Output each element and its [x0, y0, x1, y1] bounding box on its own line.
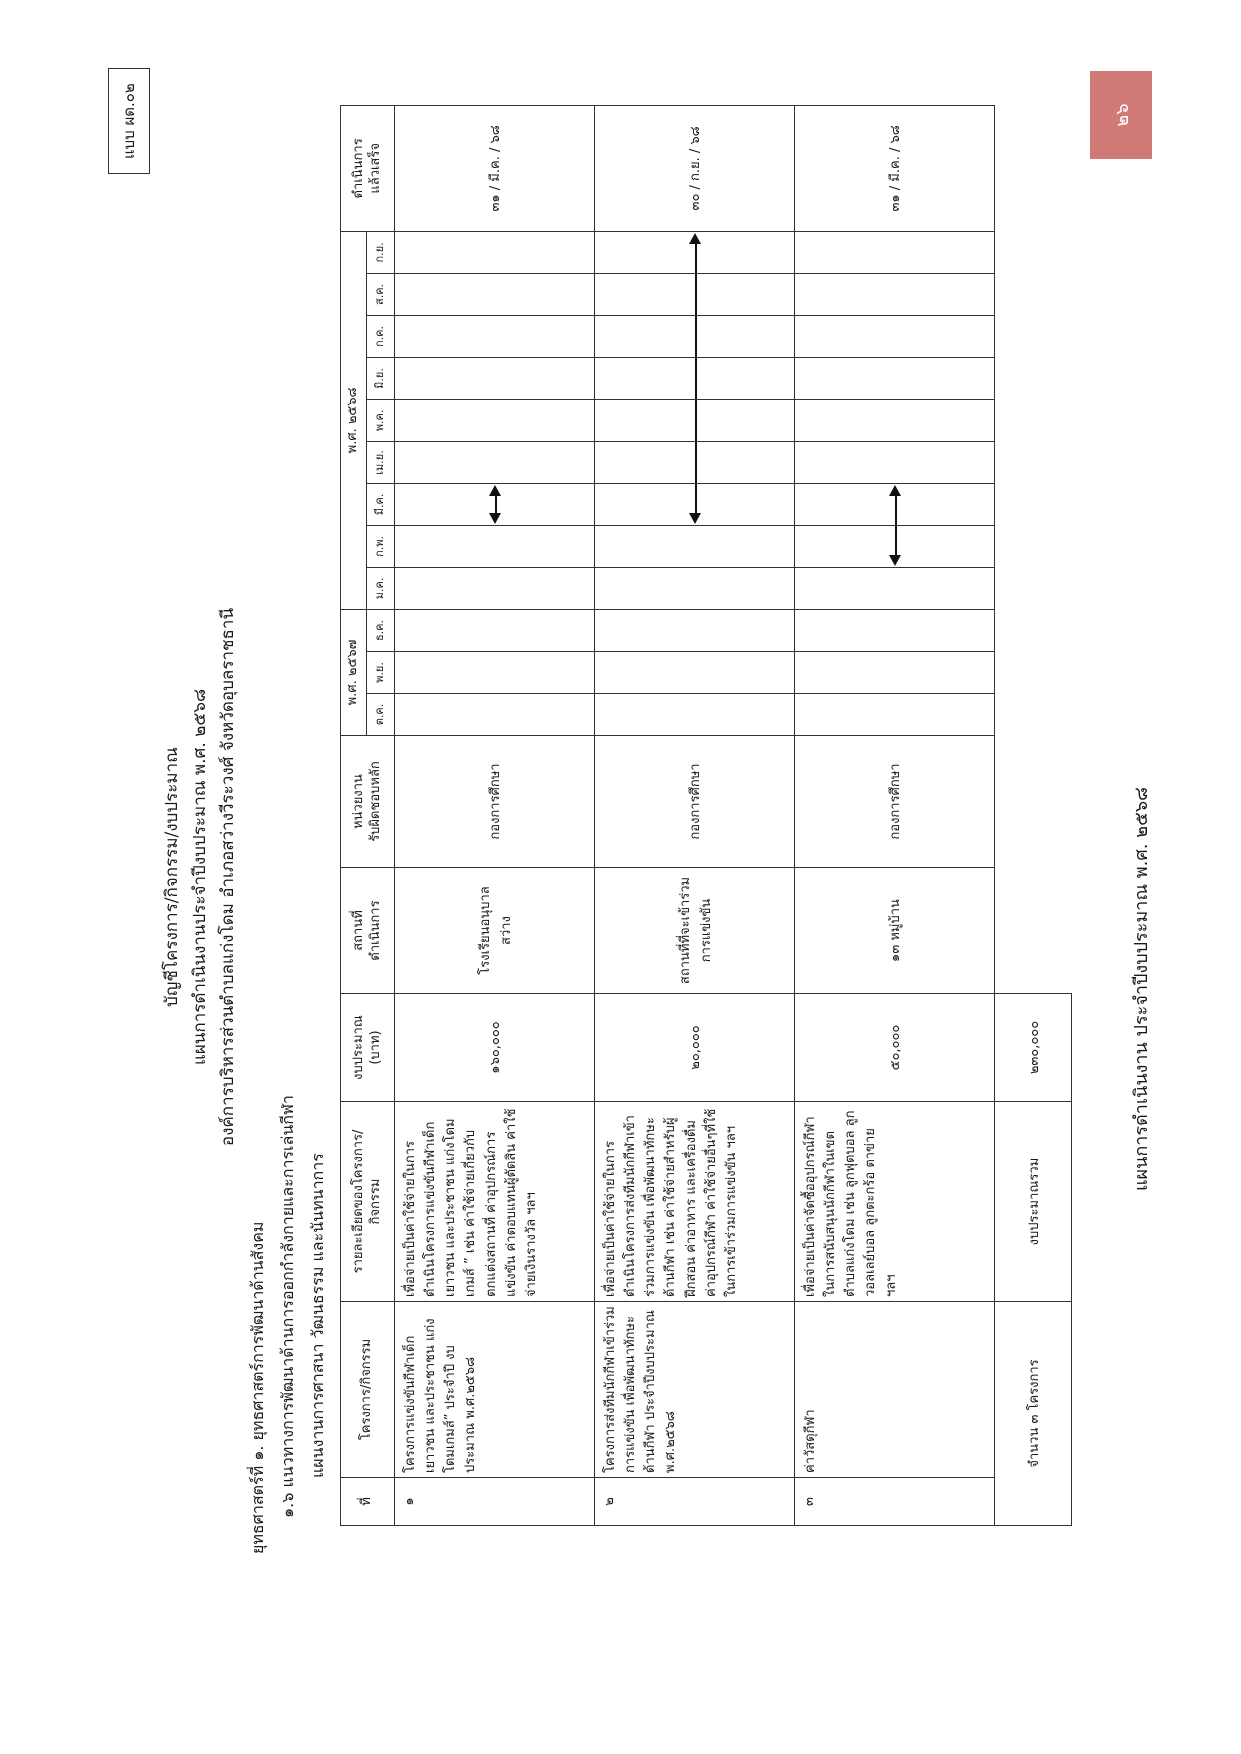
header-no: ที่	[341, 1478, 395, 1526]
month-cell	[595, 483, 795, 525]
budget-cell: ๑๖๐,๐๐๐	[395, 994, 595, 1102]
schedule-bar	[895, 492, 897, 525]
project-detail: เพื่อจ่ายเป็นค่าจัดซื้ออุปกรณ์กีฬาในการสนับสนุนนักกีฬาในเขตตำบลแก่งโดม เช่น ลูกฟุตบอล ลูกวอลเลย์บอล ลูกตะกร้อ ตาข่าย ฯลฯ	[795, 1102, 995, 1302]
schedule-bar	[695, 316, 697, 357]
month-cell	[395, 609, 595, 651]
project-name: โครงการแข่งขันกีฬาเด็ก เยาวชน และประชาชน แก่งโดมเกมส์” ประจำปี งบประมาณ พ.ศ.๒๕๖๘	[395, 1302, 595, 1478]
place-cell: ๑๓ หมู่บ้าน	[795, 868, 995, 994]
month-cell	[595, 652, 795, 694]
agency-cell: กองการศึกษา	[595, 736, 795, 868]
month-cell	[395, 525, 595, 567]
budget-cell: ๒๐,๐๐๐	[595, 994, 795, 1102]
header-budget: งบประมาณ (บาท)	[341, 994, 395, 1102]
schedule-bar	[695, 274, 697, 315]
month-cell	[395, 273, 595, 315]
month-header: มี.ค.	[367, 483, 395, 525]
table-row	[595, 105, 795, 1525]
month-cell	[395, 567, 595, 609]
month-cell	[595, 694, 795, 736]
total-budget: ๒๓๐,๐๐๐	[995, 994, 1072, 1102]
month-cell	[795, 441, 995, 483]
header-detail: รายละเอียดของโครงการ/ กิจกรรม	[341, 1102, 395, 1302]
month-header: ก.พ.	[367, 525, 395, 567]
total-row	[995, 105, 1072, 1525]
header-organization: องค์การบริหารส่วนตำบลแก่งโดม อำเภอสว่างวีระวงศ์ จังหวัดอุบลราชธานี	[218, 607, 238, 1147]
header-year-2567: พ.ศ. ๒๕๖๗	[341, 609, 367, 735]
form-code: แบบ ผด.๐๒	[108, 68, 150, 174]
month-header: ส.ค.	[367, 273, 395, 315]
project-name: โครงการส่งทีมนักกีฬาเข้าร่วมการแข่งขัน เพื่อพัฒนาทักษะด้านกีฬา ประจำปีงบประมาณ พ.ศ.๒๕๖๘	[595, 1302, 795, 1478]
month-cell	[595, 357, 795, 399]
row-number: ๑	[395, 1478, 595, 1526]
month-cell	[795, 231, 995, 273]
table-body	[395, 105, 1072, 1525]
plan-name: แผนงานการศาสนา วัฒนธรรม และนันทนาการ	[308, 1153, 327, 1478]
month-header: ธ.ค.	[367, 609, 395, 651]
month-cell	[395, 441, 595, 483]
schedule-bar	[695, 442, 697, 483]
agency-cell: กองการศึกษา	[795, 736, 995, 868]
table-row	[795, 105, 995, 1525]
month-cell	[395, 399, 595, 441]
header-project: โครงการ/กิจกรรม	[341, 1302, 395, 1478]
month-cell	[595, 441, 795, 483]
month-cell	[795, 609, 995, 651]
month-cell	[795, 399, 995, 441]
month-cell	[395, 357, 595, 399]
month-cell	[795, 315, 995, 357]
month-cell	[595, 525, 795, 567]
month-cell	[595, 231, 795, 273]
approach-label: ๑.๖ แนวทางการพัฒนาด้านการออกกำลังกายและการเล่นกีฬา	[278, 1095, 297, 1518]
completed-date: ๓๑ / มี.ค. / ๖๘	[395, 105, 595, 231]
arrow-left-icon	[689, 513, 701, 524]
project-name: ค่าวัสดุกีฬา	[795, 1302, 995, 1478]
header-title: บัญชีโครงการ/กิจกรรม/งบประมาณ	[162, 747, 182, 1007]
month-header: พ.ย.	[367, 652, 395, 694]
place-cell: สถานที่ที่จะเข้าร่วมการแข่งขัน	[595, 868, 795, 994]
month-header: ก.ค.	[367, 315, 395, 357]
schedule-bar	[695, 358, 697, 399]
header-subtitle: แผนการดำเนินงานประจำปีงบประมาณ พ.ศ. ๒๕๖๘	[190, 688, 210, 1066]
plan-table	[340, 105, 1072, 1526]
month-cell	[595, 609, 795, 651]
header-place: สถานที่ ดำเนินการ	[341, 868, 395, 994]
arrow-left-icon	[889, 555, 901, 566]
completed-date: ๓๐ / ก.ย. / ๖๘	[595, 105, 795, 231]
month-cell	[795, 525, 995, 567]
arrow-left-icon	[489, 513, 501, 524]
project-detail: เพื่อจ่ายเป็นค่าใช้จ่ายในการดำเนินโครงการแข่งขันกีฬาเด็ก เยาวชน และประชาชน แก่งโดมเกมส์ ” เช่น ค่าใช้จ่ายเกี่ยวกับตกแต่งสถานที่ ค่าอุปกรณ์การแข่งขัน ค่าตอบแทนผู้ตัดสิน ค่าใช้จ่ายเงินรางวัล ฯลฯ	[395, 1102, 595, 1302]
month-cell	[595, 567, 795, 609]
row-number: ๓	[795, 1478, 995, 1526]
month-cell	[395, 652, 595, 694]
completed-date: ๓๑ / มี.ค. / ๖๘	[795, 105, 995, 231]
month-cell	[595, 273, 795, 315]
month-header: ต.ค.	[367, 694, 395, 736]
arrow-right-icon	[889, 485, 901, 496]
month-cell	[795, 357, 995, 399]
header-agency: หน่วยงาน รับผิดชอบหลัก	[341, 736, 395, 868]
arrow-right-icon	[689, 233, 701, 244]
month-cell	[795, 273, 995, 315]
header-year-2568: พ.ศ. ๒๕๖๘	[341, 231, 367, 609]
arrow-right-icon	[489, 485, 501, 496]
project-count: จำนวน ๓ โครงการ	[995, 1302, 1072, 1526]
budget-cell: ๕๐,๐๐๐	[795, 994, 995, 1102]
page-number-badge: ๒๖	[1090, 71, 1152, 159]
total-budget-label: งบประมาณรวม	[995, 1102, 1072, 1302]
month-cell	[795, 567, 995, 609]
agency-cell: กองการศึกษา	[395, 736, 595, 868]
month-header: พ.ค.	[367, 399, 395, 441]
strategy-label: ยุทธศาสตร์ที่ ๑. ยุทธศาสตร์การพัฒนาด้านสังคม	[248, 1221, 267, 1554]
month-cell	[395, 694, 595, 736]
month-cell	[795, 694, 995, 736]
month-cell	[595, 315, 795, 357]
month-header: เม.ย.	[367, 441, 395, 483]
month-header: ม.ค.	[367, 567, 395, 609]
row-number: ๒	[595, 1478, 795, 1526]
schedule-bar	[695, 240, 697, 273]
month-cell	[395, 315, 595, 357]
month-header: ก.ย.	[367, 231, 395, 273]
month-cell	[595, 399, 795, 441]
schedule-bar	[695, 400, 697, 441]
month-cell	[395, 483, 595, 525]
month-cell	[795, 483, 995, 525]
place-cell: โรงเรียนอนุบาลสว่าง	[395, 868, 595, 994]
month-cell	[795, 652, 995, 694]
table-row	[395, 105, 595, 1525]
month-header: มิ.ย.	[367, 357, 395, 399]
project-detail: เพื่อจ่ายเป็นค่าใช้จ่ายในการดำเนินโครงการส่งทีมนักกีฬาเข้าร่วมการแข่งขัน เพื่อพัฒนาทักษะด้านกีฬา เช่น ค่าใช้จ่ายสำหรับผู้ฝึกสอน ค่าอาหาร และเครื่องดื่ม ค่าอุปกรณ์กีฬา ค่าใช้จ่ายอื่นๆที่ใช้ในการเข้าร่วมการแข่งขัน ฯลฯ	[595, 1102, 795, 1302]
month-cell	[395, 231, 595, 273]
total-row-blank	[995, 105, 1072, 993]
footer-text: แผนการดำเนินงาน ประจำปีงบประมาณ พ.ศ. ๒๕๖๘	[1131, 786, 1152, 1192]
header-completed: ดำเนินการ แล้วเสร็จ	[341, 105, 395, 231]
